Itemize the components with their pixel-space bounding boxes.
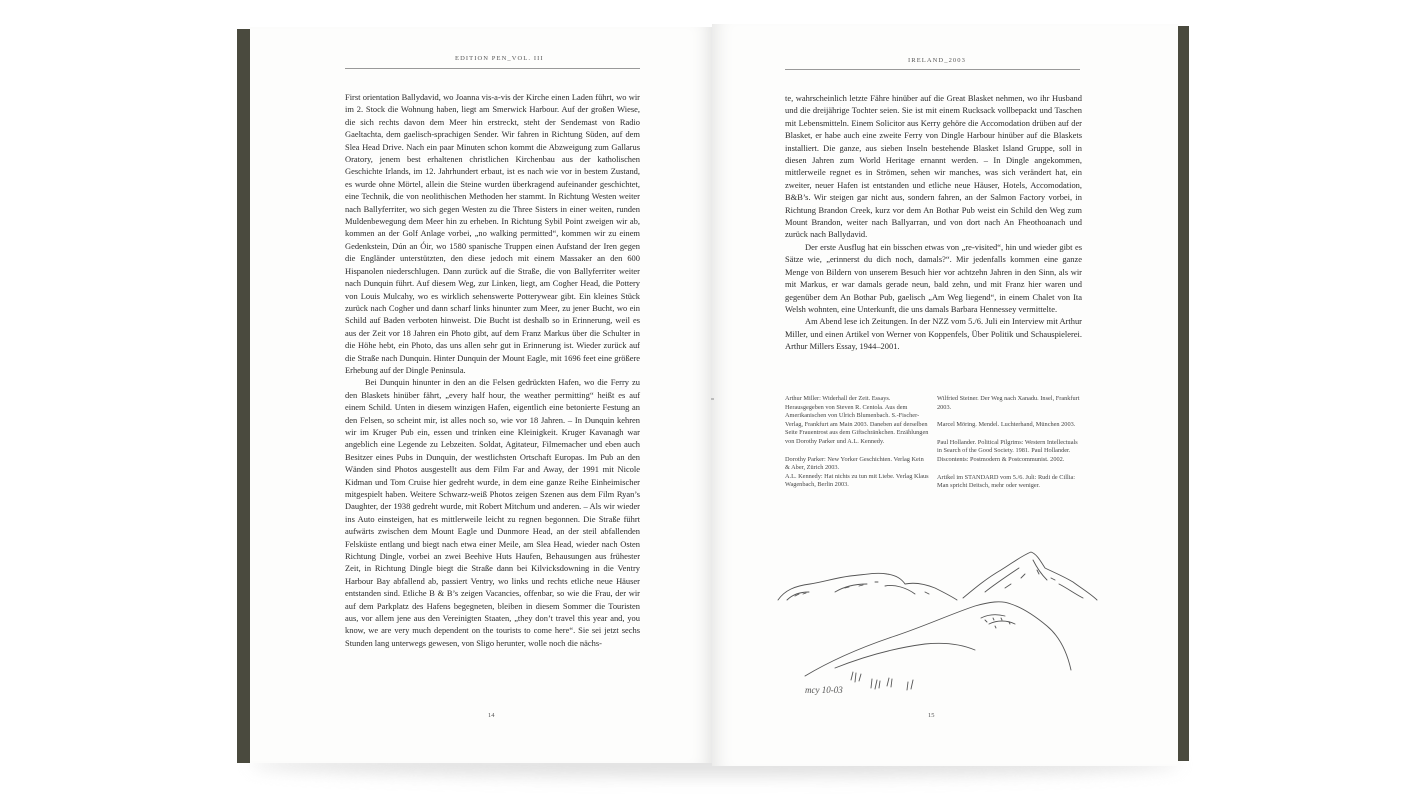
gutter-mark xyxy=(711,398,714,400)
note-item: A.L. Kennedy: Hat nichts zu tun mit Liebe. Verlag Klaus Wagenbach, Berlin 2003. xyxy=(785,472,929,489)
right-page-number: 15 xyxy=(928,712,935,719)
drawing-signature: mcy 10-03 xyxy=(805,685,843,695)
left-page-number: 14 xyxy=(488,712,495,719)
right-running-header: IRELAND_2003 xyxy=(908,57,966,64)
note-item: Marcel Möring. Mendel. Luchterhand, München 2003. xyxy=(937,421,1076,429)
right-paragraph-1: te, wahrscheinlich letzte Fähre hinüber auf die Great Blasket nehmen, wo ihr Husband und die dreijährige Tochter seien. Sie ist mit einem Rucksack vollbepackt und Taschen mit Lebensmitteln. Einem Solicitor aus Kerry gehöre die Accomodation drüben auf der Blasket, er habe auch eine zweite Ferry von Dingle Harbour hinüber auf die Blaskets installiert. Die ganze, aus sieben Inseln bestehende Blasket Island Gruppe, soll in diesen Jahren zum World Heritage ernannt werden. – In Dingle angekommen, mittlerweile regnet es in Strömen, sehen wir manches, was sich verändert hat, ein zweiter, neuer Hafen ist entstanden und etliche neue Häuser, Hotels, Accomodation, B&B’s. Wir steigen gar nicht aus, sondern fahren, an der Salmon Factory vorbei, in Richtung Brandon Creek, kurz vor dem An Bothar Pub weist ein Schild den Weg zum Mount Brandon, weiter nach Ballyarran, und von dort nach An Fheothoanach und zurück nach Ballydavid. xyxy=(785,93,1082,240)
right-paragraph-2: Der erste Ausflug hat ein bisschen etwas von „re-visited“, hin und wieder gibt es Sätze wie, „erinnerst du dich noch, damals?“. Mir jedenfalls kommen eine ganze Menge von Bildern von unserem Besuch hier vor achtzehn Jahren in den Sinn, als wir mit Markus, er war damals gerade neun, bald zehn, und mit Franz hier waren und gegenüber dem An Bothar Pub, gaelisch „Am Weg liegend“, in einem Chalet von Ita Welsh wohnten, eine Unterkunft, die uns damals Barbara Hennessey vermittelte. xyxy=(785,241,1082,314)
note-item: Arthur Miller: Widerhall der Zeit. Essays. Herausgegeben von Steven R. Centola. Aus dem Amerikanischen von Ulrich Blumenbach. S.-Fischer-Verlag, Frankfurt am Main 2003. Daneben auf derselben Seite Frauentrost aus dem Giftschränkchen. Erzählungen von Dorothy Parker und A.L. Kennedy. xyxy=(785,395,929,445)
note-item: Wilfried Steiner. Der Weg nach Xanadu. Insel, Frankfurt 2003. xyxy=(937,395,1080,411)
left-running-header: EDITION PEN_VOL. III xyxy=(455,55,544,62)
note-item: Paul Hollander. Political Pilgrims: Western Intellectuals in Search of the Good Society. 1981. Paul Hollander. Discontents: Postmodern & Postcommunist. 2002. xyxy=(937,438,1078,463)
left-page xyxy=(250,27,713,763)
note-item: Artikel im STANDARD vom 5./6. Juli: Rudi de Cillia: Man spricht Deitsch, mehr oder weniger. xyxy=(937,473,1076,490)
left-paragraph-1: First orientation Ballydavid, wo Joanna vis-a-vis der Kirche einen Laden führt, wo wir im 2. Stock die Wohnung haben, liegt am Smerwick Harbour. Auf der großen Wiese, die sich rechts davon dem Meer hin erstreckt, steht der Sendemast von Radio Gaeltachta, dem gaelisch-sprachigen Sender. Wir fahren in Richtung Süden, auf dem Slea Head Drive. Nach ein paar Minuten schon kommt die Abzweigung zum Gallarus Oratory, jenem best erhaltenen christlichen Kirchenbau aus der katholischen Geschichte Irlands, im 12. Jahrhundert erbaut, ist es nach wie vor in bestem Zustand, es wurde ohne Mörtel, allein die Steine wurden überkragend aufeinander geschichtet, eine Technik, die von neolithischen Methoden her stammt. In Richtung Westen weiter nach Ballyferriter, wo sich gegen Westen zu die Three Sisters in einer weiten, runden Muldenbewegung dem Meer hin zu erheben. In Richtung Sybil Point zweigen wir ab, kommen an der Golf Anlage vorbei, „no walking permitted“, kommen wir zu einem Gedenkstein, Dún an Óir, wo 1580 spanische Truppen einen Aufstand der Iren gegen die Engländer unterstützten, den diese jedoch mit einem Massaker an den 600 Hispanolen niederschlugen. Dann zurück auf die Straße, die von Ballyferriter weiter nach Dunquin führt. Auf diesem Weg, zur Linken, liegt, am Cogher Head, die Pottery von Louis Mulcahy, wo es wirklich sehenswerte Potterywear gibt. Ein kleines Stück zurück nach Cogher und dann scharf links hinunter zum Meer, zu jener Bucht, wo ein Schild auf Baden verboten hinweist. Die Bucht ist deshalb so in Erinnerung, weil es aus der Zeit vor 18 Jahren ein Photo gibt, auf dem Franz Markus über die Schulter in die Höhe hebt, ein Photo, das uns allen sehr gut in Erinnerung ist. Wieder zurück auf die Straße nach Dunquin. Hinter Dunquin der Mount Eagle, mit 1696 feet eine größere Erhebung auf der Dingle Peninsula. xyxy=(345,92,640,375)
note-item: Dorothy Parker: New Yorker Geschichten. Verlag Kein & Aber, Zürich 2003. xyxy=(785,455,924,472)
notes-column-left xyxy=(785,395,930,499)
left-paragraph-2: Bei Dunquin hinunter in den an die Felsen gedrückten Hafen, wo die Ferry zu den Blaskets hinüber fährt, „every half hour, the weather permitting“ heißt es auf einem Schild. Unten in diesem winzigen Hafen, eigentlich eine betonierte Festung an den Felsen, so scheint mir, ist alles noch so, wie vor 18 Jahren. – In Dunquin kehren wir im Kruger Pub ein, essen und trinken eine Kleinigkeit. Kruger Kavanagh war angeblich eine Legende zu Lebzeiten. Soldat, Agitateur, Filmemacher und eben auch Besitzer eines Pubs in Dunquin, der westlichsten Ortschaft Europas. Im Pub an den Wänden sind Photos ausgestellt aus dem Film Far and Away, der 1991 mit Nicole Kidman und Tom Cruise hier gedreht wurde, in dem eine ganze Reihe Einheimischer mitgespielt haben. Weitere Schwarz-weiß Photos zeigen Szenen aus dem Film Ryan’s Daughter, der 1938 gedreht wurde, mit Robert Mitchum und anderen. – Als wir wieder ins Auto einsteigen, hat es mittlerweile leicht zu regnen begonnen. Die Straße führt aufwärts zwischen dem Mount Eagle und Dunmore Head, an der steil abfallenden Felsküste entlang und biegt nach etwa einer Meile, am Slea Head, wieder nach Osten Richtung Dingle, vorbei an zwei Beehive Huts Haufen, Behausungen aus frühester Zeit, in Richtung Dingle biegt die Straße dann bei Kilvicksdowning in die Ventry Harbour Bay abfallend ab, passiert Ventry, wo links und rechts etliche neue Häuser entstanden sind. Etliche B & B’s zeigen Vacancies, offenbar, so wie die Frau, der wir auf dem Parkplatz des Hafens begegneten, bleiben in diesem Sommer die Touristen aus, vor allem jene aus den Vereinigten Staaten, „they don’t travel this year and, you know, we are very much dependent on the tourists to come here“. Sie sei jetzt sechs Stunden lang unterwegs gewesen, von Sligo herunter, wolle noch die nächs- xyxy=(345,377,640,648)
right-header-rule xyxy=(785,69,1080,70)
right-body-text xyxy=(785,92,1082,353)
left-header-rule xyxy=(345,68,640,69)
right-paragraph-3: Am Abend lese ich Zeitungen. In der NZZ vom 5./6. Juli ein Interview mit Arthur Miller, und einen Artikel von Werner von Koppenfels, Über Politik und Schauspielerei. Arthur Millers Essay, 1944–2001. xyxy=(785,316,1082,352)
landscape-sketch-drawing xyxy=(775,548,1100,698)
left-body-text xyxy=(345,91,640,649)
notes-column-right xyxy=(937,395,1082,500)
